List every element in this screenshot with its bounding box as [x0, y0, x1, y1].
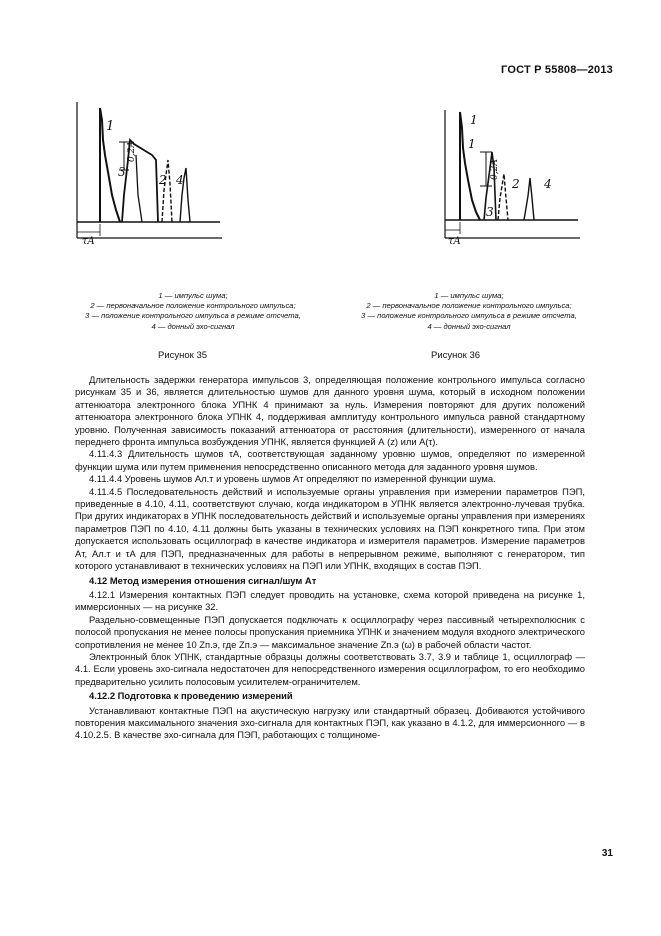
paragraph: Длительность задержки генератора импульсов 3, определяющая положение контрольного импульса согласно рисункам 35 и 36, является длительностью шумов для данного уровня шума, который в исходном положении аттенюатора электронного блока УПНК 4 принимают за нуль. Измерения повторяют для других положений аттенюатора электронного блока УПНК 4, поддерживая амплитуду контрольного импульса равной стандартному уровню. Полученная зависимость показаний аттенюатора от расстояния (длительности), измеренного от начала переднего фронта импульса возбуждения УПНК, является функцией А (z) или А(τ).: [75, 374, 585, 448]
fig35-label-1: 1: [106, 119, 115, 134]
section-heading-4-12-2: 4.12.2 Подготовка к проведению измерений: [89, 690, 293, 702]
figure-35-oscillogram-svg: [72, 100, 222, 245]
paragraph: 4.11.4.5 Последовательность действий и используемые органы управления при измерении параметров ПЭП, приведенные в 4.10, 4.11, соответствуют случаю, когда индикатором в УПНК является электронно-лучевая трубка. При других индикаторах в УПНК последовательность действий и используемые органы управления при измерениях параметров ПЭП по 4.10, 4.11 должны быть указаны в технических условиях на ПЭП конкретного типа. При этом допускается использовать осциллограф в качестве индикатора и измерителя параметров. Измерение параметров Aт, Aл.т и τA для ПЭП, предназначенных для работы в непрерывном режиме, выполняют с генератором, тип которого устанавливают в технических условиях на ПЭП или УПНК, входящих в состав ПЭП.: [75, 485, 585, 572]
fig36-legend-item: 2 — первоначальное положение контрольного импульса;: [366, 301, 572, 311]
paragraph: Устанавливают контактные ПЭП на акустическую нагрузку или стандартный образец. Добиваются устойчивого повторения максимального значения эхо-сигнала для контактных ПЭП, как указано в 4.1.2, для иммерсионного — в 4.10.2.5. В качестве эхо-сигнала для ПЭП, работающих с толщиноме-: [75, 704, 585, 741]
document-header: ГОСТ Р 55808—2013: [501, 64, 613, 76]
fig36-label-1b: 1: [468, 137, 476, 151]
fig35-label-2: 2: [159, 173, 167, 187]
figure-36-caption: Рисунок 36: [431, 350, 481, 361]
figure-35-legend: [58, 291, 328, 332]
fig36-label-2: 2: [512, 177, 520, 191]
page-number: 31: [601, 848, 613, 859]
fig35-tau-label: τA: [82, 236, 95, 245]
fig36-label-3: 3: [486, 205, 494, 219]
fig36-legend-item: 3 — положение контрольного импульса в режиме отсчета,: [361, 311, 577, 321]
fig36-legend-item: 4 — донный эхо-сигнал: [427, 321, 511, 331]
paragraph: 4.11.4.3 Длительность шумов τA, соответствующая заданному уровню шумов, определяют по измеренной функции шума или путем применения непосредственно описанного метода для заданного уровня шумов.: [75, 448, 585, 472]
fig35-legend-item: 1 — импульс шума;: [158, 291, 228, 300]
figure-35-diagram: [72, 100, 222, 245]
fig36-label-4: 4: [544, 177, 552, 191]
fig35-legend-item: 3 — положение контрольного импульса в режиме отсчета,: [85, 311, 301, 321]
figure-35-caption: Рисунок 35: [158, 350, 208, 361]
document-body: [75, 374, 585, 742]
fig36-label-1: 1: [470, 113, 478, 127]
paragraph: Электронный блок УПНК, стандартные образцы должны соответствовать 3.7, 3.9 и таблице 1, осциллограф — 4.1. Если уровень эхо-сигнала недостаточен для непосредственного измерения осциллографом, то его необходимо предварительно усилить полосовым усилителем-ограничителем.: [75, 650, 585, 687]
fig35-legend-item: 2 — первоначальное положение контрольного импульса;: [90, 301, 296, 311]
fig36-legend-item: 1 — импульс шума;: [434, 291, 504, 300]
paragraph: 4.12.1 Измерения контактных ПЭП следует проводить на установке, схема которой приведена на рисунке 1, иммерсионных — на рисунке 32.: [75, 588, 585, 613]
paragraph: 4.11.4.4 Уровень шумов Aл.т и уровень шумов Aт определяют по измеренной функции шума.: [89, 473, 496, 485]
fig36-amplitude-label: 0,2A: [490, 159, 500, 180]
figure-36-oscillogram-svg: [440, 108, 580, 248]
fig36-tau-label: τA: [448, 236, 461, 247]
paragraph: Раздельно-совмещенные ПЭП допускается подключать к осциллографу через пассивный четырехполюсник с полосой пропускания не менее полосы пропускания приемника УПНК и значением модуля входного электрического сопротивления не менее 10 Zп.э, где Zп.э — максимальное значение Zп.э (ω) в рабочей области частот.: [75, 613, 585, 650]
figure-36-legend: [334, 291, 604, 332]
fig35-label-4: 4: [176, 173, 184, 187]
fig35-label-3: 3: [118, 165, 126, 179]
section-heading-4-12: 4.12 Метод измерения отношения сигнал/шум Aт: [89, 574, 317, 586]
fig35-amplitude-label: 0,2A: [127, 141, 137, 162]
fig35-legend-item: 4 — донный эхо-сигнал: [151, 321, 235, 331]
figure-36-diagram: [440, 108, 580, 248]
